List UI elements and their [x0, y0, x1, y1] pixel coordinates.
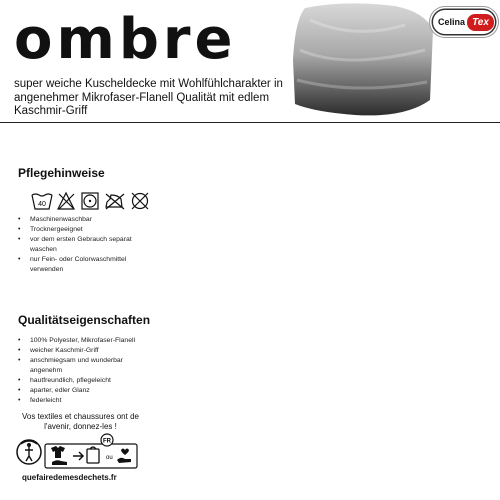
ou-text: ou — [106, 455, 113, 461]
recycling-message: Vos textiles et chaussures ont de l'avenir, donnez-les ! — [22, 412, 139, 431]
no-iron-icon — [106, 194, 124, 209]
bag-icon — [87, 447, 99, 463]
quality-title: Qualitätseigenschaften — [18, 313, 151, 327]
ombre-logo: ombre — [14, 7, 237, 72]
donation-icon — [117, 449, 131, 464]
care-list — [18, 215, 160, 275]
header — [0, 0, 500, 122]
care-title: Pflegehinweise — [18, 166, 105, 180]
header-divider — [0, 122, 500, 123]
wash-temp: 40 — [38, 201, 46, 208]
tumble-dry-icon — [82, 193, 98, 209]
no-dry-clean-icon — [132, 193, 148, 209]
care-item: • Trocknergeeignet — [18, 225, 160, 235]
care-item: • nur Fein- oder Colorwaschmittel verwenden — [18, 255, 160, 275]
quality-item: • aparter, edler Glanz — [18, 386, 155, 396]
quality-item: • 100% Polyester, Mikrofaser-Flanell — [18, 336, 155, 346]
recycling-info-graphic — [15, 432, 140, 472]
clothes-shoes-icon — [51, 446, 67, 465]
quality-item: • hautfreundlich, pflegeleicht — [18, 376, 155, 386]
care-item: • vor dem ersten Gebrauch separat waschen — [18, 235, 160, 255]
recycling-url: quefairedemesdechets.fr — [22, 473, 117, 482]
celinatex-logo — [433, 10, 495, 34]
blanket-image — [285, 0, 435, 120]
product-tagline: super weiche Kuscheldecke mit Wohlfühlcharakter in angenehmer Mikrofaser-Flanell Qualität mit edlem Kaschmir-Griff — [14, 78, 283, 117]
arrow-right-icon — [73, 452, 83, 460]
wash-40-icon — [32, 194, 52, 209]
fr-badge-text: FR — [103, 438, 111, 445]
care-item: • Maschinenwaschbar — [18, 215, 160, 225]
quality-item: • federleicht — [18, 396, 155, 406]
quality-list — [18, 336, 155, 406]
quality-item: • weicher Kaschmir-Griff — [18, 346, 155, 356]
brand-name-part1: Celina — [438, 17, 466, 27]
recycling-person-icon — [17, 440, 41, 464]
quality-item: • anschmiegsam und wunderbar angenehm — [18, 356, 155, 376]
no-bleach-icon — [58, 193, 74, 209]
care-symbols — [30, 190, 155, 212]
brand-name-part2: Tex — [467, 14, 494, 31]
